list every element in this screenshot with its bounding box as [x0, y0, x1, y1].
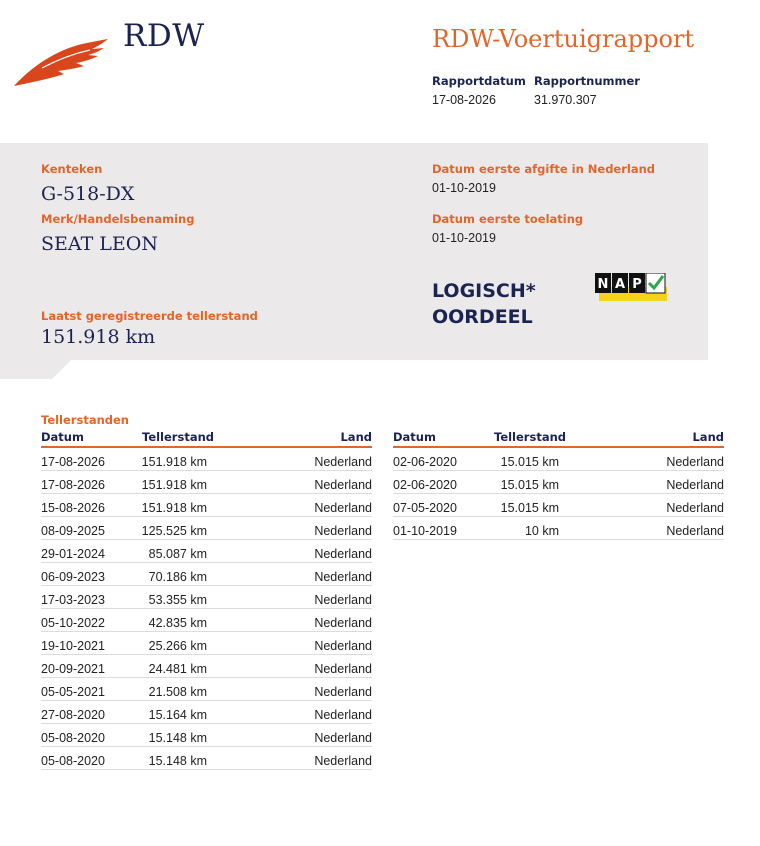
table-row — [41, 471, 372, 494]
rapportdatum-label: Rapportdatum — [432, 74, 526, 88]
cell-tellerstand: 25.266 km — [148, 639, 207, 653]
tellerstanden-table-left — [41, 430, 372, 770]
cell-tellerstand: 15.015 km — [500, 501, 559, 515]
toelating-value: 01-10-2019 — [432, 231, 496, 245]
panel-notch — [0, 359, 72, 381]
tellerstanden-title: Tellerstanden — [41, 413, 129, 427]
cell-datum: 15-08-2026 — [41, 501, 105, 515]
cell-land: Nederland — [666, 524, 724, 538]
cell-datum: 17-03-2023 — [41, 593, 105, 607]
cell-tellerstand: 125.525 km — [141, 524, 207, 538]
cell-datum: 05-08-2020 — [41, 754, 105, 768]
cell-land: Nederland — [314, 478, 372, 492]
cell-datum: 08-09-2025 — [41, 524, 105, 538]
cell-datum: 05-05-2021 — [41, 685, 105, 699]
cell-land: Nederland — [314, 662, 372, 676]
nap-logo-icon — [595, 273, 669, 303]
col-datum: Datum — [393, 430, 436, 444]
col-tellerstand: Tellerstand — [142, 430, 214, 444]
table-row — [393, 471, 724, 494]
cell-tellerstand: 151.918 km — [141, 455, 207, 469]
cell-tellerstand: 24.481 km — [148, 662, 207, 676]
cell-tellerstand: 15.148 km — [148, 731, 207, 745]
cell-land: Nederland — [314, 754, 372, 768]
cell-tellerstand: 15.015 km — [500, 478, 559, 492]
table-row — [41, 609, 372, 632]
table-row — [393, 448, 724, 471]
cell-land: Nederland — [314, 570, 372, 584]
rapportnummer-value: 31.970.307 — [534, 93, 597, 107]
merk-value: SEAT LEON — [41, 233, 158, 255]
cell-land: Nederland — [314, 685, 372, 699]
cell-tellerstand: 15.148 km — [148, 754, 207, 768]
cell-tellerstand: 151.918 km — [141, 501, 207, 515]
afgifte-label: Datum eerste afgifte in Nederland — [432, 162, 656, 176]
cell-tellerstand: 151.918 km — [141, 478, 207, 492]
cell-datum: 01-10-2019 — [393, 524, 457, 538]
table-row — [41, 747, 372, 770]
cell-land: Nederland — [314, 616, 372, 630]
cell-tellerstand: 15.015 km — [500, 455, 559, 469]
rdw-logo-icon — [12, 38, 110, 88]
kenteken-value: G-518-DX — [41, 183, 135, 205]
col-land: Land — [340, 430, 372, 444]
cell-tellerstand: 42.835 km — [148, 616, 207, 630]
cell-land: Nederland — [314, 501, 372, 515]
cell-datum: 29-01-2024 — [41, 547, 105, 561]
cell-tellerstand: 15.164 km — [148, 708, 207, 722]
cell-datum: 07-05-2020 — [393, 501, 457, 515]
rapportdatum-block — [432, 74, 526, 107]
cell-datum: 20-09-2021 — [41, 662, 105, 676]
toelating-label: Datum eerste toelating — [432, 212, 584, 226]
nap-letter-p: P — [632, 277, 642, 292]
table-row — [41, 517, 372, 540]
afgifte-value: 01-10-2019 — [432, 181, 496, 195]
table-row — [41, 678, 372, 701]
cell-datum: 19-10-2021 — [41, 639, 105, 653]
table-row — [41, 586, 372, 609]
table-row — [41, 655, 372, 678]
cell-datum: 17-08-2026 — [41, 478, 105, 492]
cell-land: Nederland — [666, 478, 724, 492]
cell-datum: 02-06-2020 — [393, 455, 457, 469]
table-row — [393, 517, 724, 540]
cell-land: Nederland — [314, 708, 372, 722]
cell-tellerstand: 10 km — [524, 524, 559, 538]
tellerstanden-table-right — [393, 430, 724, 540]
cell-land: Nederland — [314, 547, 372, 561]
cell-land: Nederland — [314, 731, 372, 745]
table-header — [393, 430, 724, 448]
cell-land: Nederland — [314, 455, 372, 469]
table-row — [41, 494, 372, 517]
cell-land: Nederland — [314, 593, 372, 607]
oordeel-line1: LOGISCH* — [432, 280, 536, 302]
cell-datum: 27-08-2020 — [41, 708, 105, 722]
cell-datum: 17-08-2026 — [41, 455, 105, 469]
col-tellerstand: Tellerstand — [494, 430, 566, 444]
table-row — [41, 724, 372, 747]
table-row — [41, 701, 372, 724]
oordeel — [432, 278, 536, 330]
cell-tellerstand: 85.087 km — [148, 547, 207, 561]
nap-letter-n: N — [597, 277, 609, 292]
rapportdatum-value: 17-08-2026 — [432, 93, 496, 107]
nap-letter-a: A — [614, 277, 626, 292]
rapportnummer-block — [534, 74, 640, 107]
report-title: RDW-Voertuigrapport — [432, 25, 695, 53]
table-header — [41, 430, 372, 448]
brand-name: RDW — [123, 18, 205, 54]
table-row — [41, 563, 372, 586]
cell-datum: 05-08-2020 — [41, 731, 105, 745]
cell-tellerstand: 21.508 km — [148, 685, 207, 699]
table-row — [41, 632, 372, 655]
kenteken-label: Kenteken — [41, 162, 103, 176]
cell-tellerstand: 53.355 km — [148, 593, 207, 607]
col-land: Land — [692, 430, 724, 444]
rapportnummer-label: Rapportnummer — [534, 74, 640, 88]
table-row — [41, 448, 372, 471]
cell-datum: 02-06-2020 — [393, 478, 457, 492]
oordeel-line2: OORDEEL — [432, 306, 533, 328]
teller-label: Laatst geregistreerde tellerstand — [41, 309, 258, 323]
merk-label: Merk/Handelsbenaming — [41, 212, 195, 226]
cell-datum: 05-10-2022 — [41, 616, 105, 630]
col-datum: Datum — [41, 430, 84, 444]
cell-land: Nederland — [314, 639, 372, 653]
teller-value: 151.918 km — [41, 326, 156, 348]
cell-tellerstand: 70.186 km — [148, 570, 207, 584]
cell-land: Nederland — [314, 524, 372, 538]
cell-land: Nederland — [666, 455, 724, 469]
table-row — [393, 494, 724, 517]
table-row — [41, 540, 372, 563]
cell-land: Nederland — [666, 501, 724, 515]
cell-datum: 06-09-2023 — [41, 570, 105, 584]
